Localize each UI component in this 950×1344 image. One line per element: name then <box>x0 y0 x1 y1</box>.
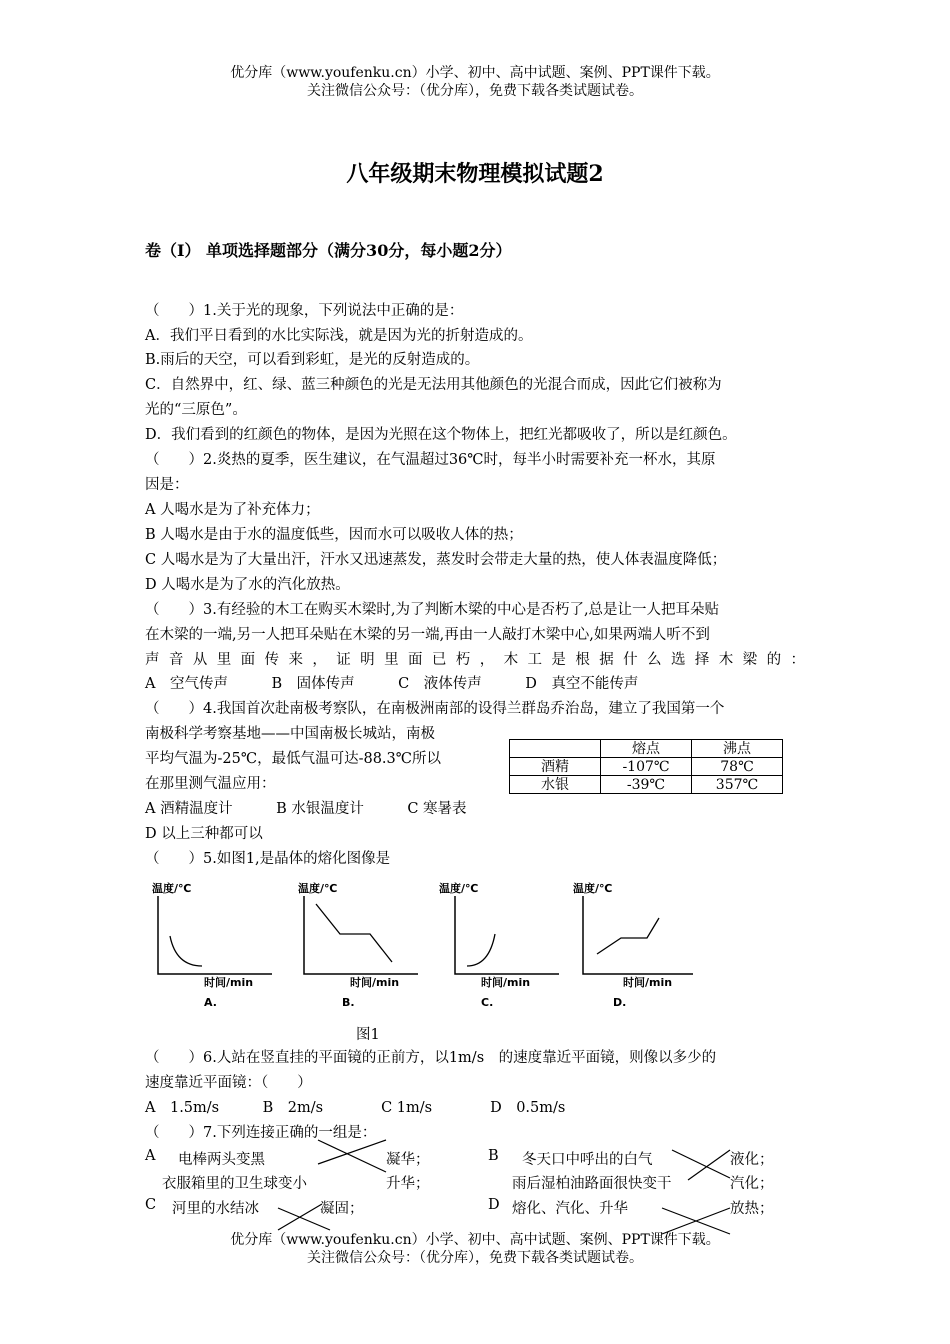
q6-stem-line1: （ ）6.人站在竖直挂的平面镜的正前方，以1m/s 的速度靠近平面镜，则像以多少的 <box>145 1050 717 1066</box>
graph-d-option-label: D. <box>613 996 627 1009</box>
q7-b-left-1: 冬天口中呼出的白气 <box>522 1152 653 1168</box>
q6-options: A 1.5m/s B 2m/s C 1m/s D 0.5m/s <box>145 1100 566 1116</box>
q7-d-right-1: 放热； <box>730 1201 774 1217</box>
graph-b-x-label: 时间/min <box>350 976 400 989</box>
footer-line-1: 优分库（www.youfenku.cn）小学、初中、高中试题、案例、PPT课件下载。 <box>230 1232 720 1248</box>
q7-option-c-label: C <box>145 1197 157 1213</box>
q7-c-left-1: 河里的水结冰 <box>172 1201 259 1217</box>
q3-stem-line3: 声 音 从 里 面 传 来 ， 证 明 里 面 已 朽 ， 木 工 是 根 据 什 么 选 择 木 梁 的 ： <box>145 652 805 668</box>
graph-d-y-label: 温度/℃ <box>573 882 613 895</box>
q7-stem: （ ）7.下列连接正确的一组是： <box>145 1125 377 1141</box>
table-cell: 沸点 <box>692 740 783 758</box>
q4-stem-line3: 平均气温为-25℃，最低气温可达-88.3℃所以 <box>145 751 441 767</box>
footer-line-2: 关注微信公众号：（优分库），免费下载各类试题试卷。 <box>307 1250 643 1266</box>
q1-option-c-line2: 光的“三原色”。 <box>145 402 247 418</box>
table-cell: 78℃ <box>692 758 783 776</box>
q1-option-b: B.雨后的天空，可以看到彩虹，是光的反射造成的。 <box>145 352 480 368</box>
q2-option-c: C 人喝水是为了大量出汗，汗水又迅速蒸发，蒸发时会带走大量的热，使人体表温度降低； <box>145 552 727 568</box>
graph-c-x-label: 时间/min <box>481 976 531 989</box>
graph-d-x-label: 时间/min <box>623 976 673 989</box>
q1-option-a: A．我们平日看到的水比实际浅，就是因为光的折射造成的。 <box>145 328 533 344</box>
q4-stem-line2: 南极科学考察基地——中国南极长城站，南极 <box>145 726 435 742</box>
table-cell: 酒精 <box>510 758 601 776</box>
header-line-2: 关注微信公众号：（优分库），免费下载各类试题试卷。 <box>307 83 643 99</box>
graph-c-option-label: C. <box>481 996 494 1009</box>
q7-a-left-2: 衣服箱里的卫生球变小 <box>162 1176 307 1192</box>
q6-stem-line2: 速度靠近平面镜：（ ） <box>145 1075 312 1091</box>
q2-option-a: A 人喝水是为了补充体力； <box>145 502 320 518</box>
q7-option-b-label: B <box>488 1148 499 1164</box>
table-cell: 水银 <box>510 776 601 794</box>
q1-option-c-line1: C．自然界中，红、绿、蓝三种颜色的光是无法用其他颜色的光混合而成，因此它们被称为 <box>145 377 722 393</box>
table-cell: 357℃ <box>692 776 783 794</box>
graph-a-y-label: 温度/℃ <box>152 882 192 895</box>
graph-c-y-label: 温度/℃ <box>439 882 479 895</box>
q3-options: A 空气传声 B 固体传声 C 液体传声 D 真空不能传声 <box>145 676 639 692</box>
q7-a-right-2: 升华； <box>386 1176 430 1192</box>
q7-a-right-1: 凝华； <box>386 1152 430 1168</box>
section-heading: 卷（I） 单项选择题部分（满分30分，每小题2分） <box>145 241 512 260</box>
q4-stem-line1: （ ）4.我国首次赴南极考察队，在南极洲南部的设得兰群岛乔治岛，建立了我国第一个 <box>145 701 725 717</box>
graph-a-option-label: A. <box>204 996 217 1009</box>
header-line-1: 优分库（www.youfenku.cn）小学、初中、高中试题、案例、PPT课件下载。 <box>230 65 720 81</box>
q1-stem: （ ）1.关于光的现象，下列说法中正确的是： <box>145 303 464 319</box>
q1-option-d: D．我们看到的红颜色的物体，是因为光照在这个物体上，把红光都吸收了，所以是红颜色。 <box>145 427 737 443</box>
q5-stem: （ ）5.如图1,是晶体的熔化图像是 <box>145 851 391 867</box>
q2-stem-line2: 因是： <box>145 477 189 493</box>
q7-option-a-label: A <box>145 1148 156 1164</box>
q3-stem-line1: （ ）3.有经验的木工在购买木梁时,为了判断木梁的中心是否朽了,总是让一人把耳朵贴 <box>145 602 720 618</box>
q7-b-right-2: 汽化； <box>730 1176 774 1192</box>
table-cell: 熔点 <box>601 740 692 758</box>
q7-a-left-1: 电棒两头变黑 <box>178 1152 265 1168</box>
q7-option-d-label: D <box>488 1197 500 1213</box>
q3-stem-line2: 在木梁的一端,另一人把耳朵贴在木梁的另一端,再由一人敲打木梁中心,如果两端人听不到 <box>145 627 710 643</box>
q2-option-b: B 人喝水是由于水的温度低些，因而水可以吸收人体的热； <box>145 527 523 543</box>
graph-b-y-label: 温度/℃ <box>298 882 338 895</box>
graph-b-option-label: B. <box>342 996 355 1009</box>
q4-options: A 酒精温度计 B 水银温度计 C 寒暑表 <box>145 801 467 817</box>
figure-caption: 图1 <box>356 1027 380 1043</box>
q7-b-right-1: 液化； <box>730 1152 774 1168</box>
q2-option-d: D 人喝水是为了水的汽化放热。 <box>145 577 350 593</box>
graph-a-x-label: 时间/min <box>204 976 254 989</box>
q7-d-left-1: 熔化、汽化、升华 <box>512 1201 628 1217</box>
q7-b-left-2: 雨后湿柏油路面很快变干 <box>512 1176 672 1192</box>
table-cell: -107℃ <box>601 758 692 776</box>
table-cell: -39℃ <box>601 776 692 794</box>
q4-stem-line4: 在那里测气温应用： <box>145 776 276 792</box>
q4-option-d: D 以上三种都可以 <box>145 826 263 842</box>
q2-stem-line1: （ ）2.炎热的夏季，医生建议，在气温超过36℃时，每半小时需要补充一杯水，其原 <box>145 452 716 468</box>
q7-c-right-1: 凝固； <box>320 1201 364 1217</box>
page-title: 八年级期末物理模拟试题2 <box>346 161 604 187</box>
